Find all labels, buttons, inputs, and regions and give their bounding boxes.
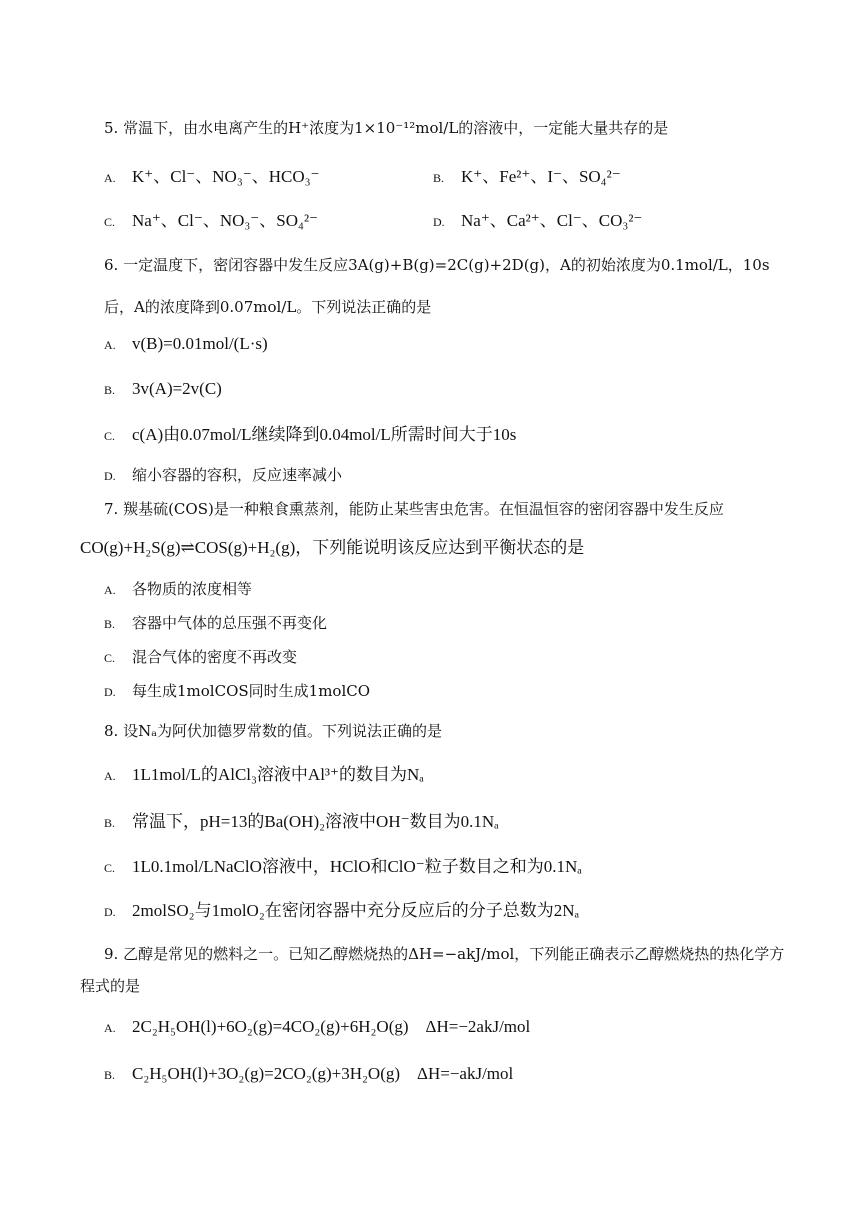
option-label: C. — [104, 651, 116, 665]
option-text: 各物质的浓度相等 — [132, 580, 253, 598]
question-7-option-b — [104, 612, 327, 635]
question-8-option-d — [104, 900, 579, 923]
question-7-stem-line-1: 7. 羰基硫(COS)是一种粮食熏蒸剂，能防止某些害虫危害。在恒温恒容的密闭容器中发生反应 — [104, 500, 724, 518]
option-label: C. — [104, 215, 116, 229]
option-label: D. — [104, 685, 116, 699]
question-9-stem-line-1: 9. 乙醇是常见的燃料之一。已知乙醇燃烧热的ΔH=−akJ/mol，下列能正确表示乙醇燃烧热的热化学方 — [104, 945, 785, 963]
question-6-option-d — [104, 464, 342, 487]
option-text: K⁺、Cl⁻、NO₃⁻、HCO₃⁻ — [132, 167, 320, 186]
question-5-option-d — [433, 210, 642, 233]
option-text: 每生成1molCOS同时生成1molCO — [132, 682, 371, 700]
option-text: 2molSO₂与1molO₂在密闭容器中充分反应后的分子总数为2Nₐ — [132, 901, 580, 920]
option-text: C₂H₅OH(l)+3O₂(g)=2CO₂(g)+3H₂O(g) ΔH=−akJ/mol — [132, 1064, 514, 1083]
question-9-option-a — [104, 1016, 530, 1039]
question-7-option-d — [104, 680, 370, 703]
question-7-stem-line-2: CO(g)+H₂S(g)⇌COS(g)+H₂(g)，下列能说明该反应达到平衡状态的是 — [80, 538, 585, 557]
option-label: A. — [104, 583, 116, 597]
option-label: A. — [104, 171, 116, 185]
option-label: C. — [104, 429, 116, 443]
question-9-option-b — [104, 1063, 513, 1086]
option-text: v(B)=0.01mol/(L·s) — [132, 334, 268, 353]
question-5-option-c — [104, 210, 318, 233]
option-label: B. — [104, 1068, 116, 1082]
option-text: 常温下，pH=13的Ba(OH)₂溶液中OH⁻数目为0.1Nₐ — [132, 812, 499, 831]
question-5-option-b — [433, 166, 621, 189]
option-text: Na⁺、Ca²⁺、Cl⁻、CO₃²⁻ — [461, 211, 643, 230]
question-5-option-a — [104, 166, 320, 189]
option-text: Na⁺、Cl⁻、NO₃⁻、SO₄²⁻ — [132, 211, 319, 230]
question-6-stem-line-1: 6. 一定温度下，密闭容器中发生反应3A(g)+B(g)=2C(g)+2D(g)，A的初始浓度为0.1mol/L，10s — [104, 256, 770, 274]
option-label: A. — [104, 338, 116, 352]
option-text: K⁺、Fe²⁺、I⁻、SO₄²⁻ — [461, 167, 621, 186]
option-label: B. — [104, 617, 116, 631]
option-text: 2C₂H₅OH(l)+6O₂(g)=4CO₂(g)+6H₂O(g) ΔH=−2akJ/mol — [132, 1017, 531, 1036]
option-text: 3v(A)=2v(C) — [132, 379, 222, 398]
question-5-stem: 5. 常温下，由水电离产生的H⁺浓度为1×10⁻¹²mol/L的溶液中，一定能大量共存的是 — [104, 119, 669, 137]
option-label: B. — [433, 171, 445, 185]
question-7-option-c — [104, 646, 297, 669]
question-8-option-a — [104, 764, 424, 787]
question-7-option-a — [104, 578, 252, 601]
question-6-option-c — [104, 424, 516, 447]
option-label: B. — [104, 816, 116, 830]
question-8-option-b — [104, 811, 499, 834]
option-label: D. — [433, 215, 445, 229]
option-label: A. — [104, 769, 116, 783]
question-8-stem: 8. 设Nₐ为阿伏加德罗常数的值。下列说法正确的是 — [104, 722, 442, 740]
question-8-option-c — [104, 856, 582, 879]
option-label: C. — [104, 861, 116, 875]
question-6-option-a — [104, 333, 268, 356]
option-text: 混合气体的密度不再改变 — [132, 648, 298, 666]
option-label: A. — [104, 1021, 116, 1035]
question-6-stem-line-2: 后，A的浓度降到0.07mol/L。下列说法正确的是 — [104, 298, 432, 316]
question-6-option-b — [104, 378, 222, 401]
option-label: B. — [104, 383, 116, 397]
option-label: D. — [104, 905, 116, 919]
option-text: 1L1mol/L的AlCl₃溶液中Al³⁺的数目为Nₐ — [132, 765, 424, 784]
option-text: 缩小容器的容积，反应速率减小 — [132, 466, 343, 484]
option-label: D. — [104, 469, 116, 483]
question-9-stem-line-2: 程式的是 — [80, 977, 141, 995]
option-text: c(A)由0.07mol/L继续降到0.04mol/L所需时间大于10s — [132, 425, 517, 444]
option-text: 容器中气体的总压强不再变化 — [132, 614, 328, 632]
option-text: 1L0.1mol/LNaClO溶液中，HClO和ClO⁻粒子数目之和为0.1Nₐ — [132, 857, 582, 876]
